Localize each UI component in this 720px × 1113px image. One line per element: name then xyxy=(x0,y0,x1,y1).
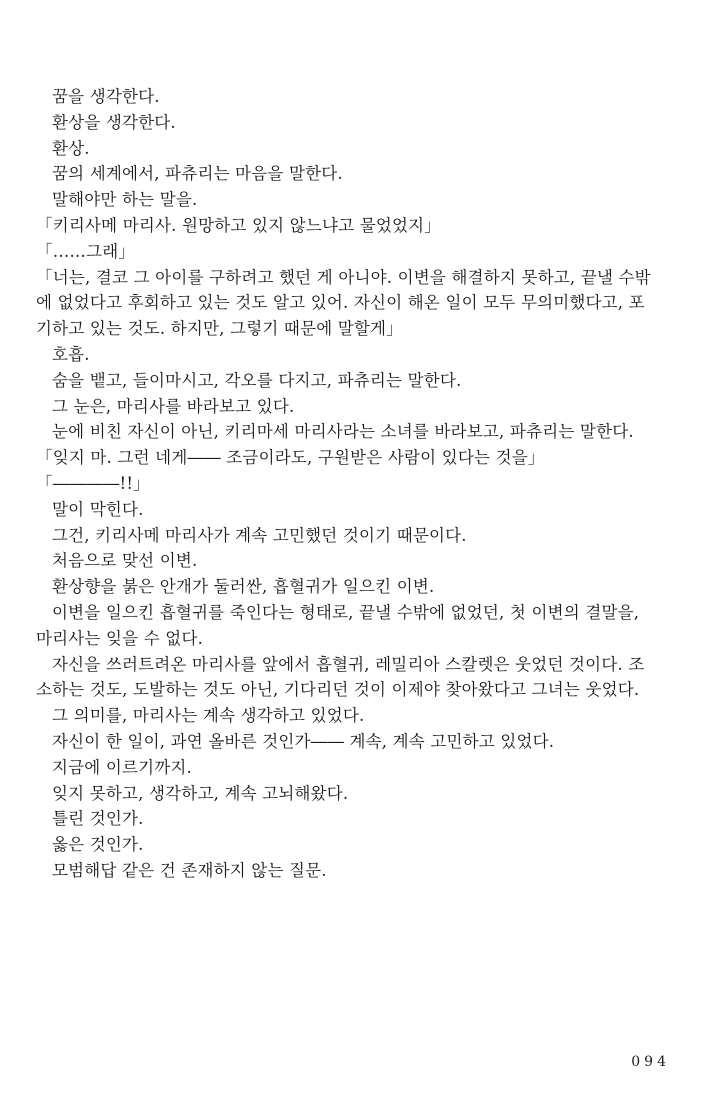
text-line: 말해야만 하는 말을. xyxy=(52,190,198,210)
text-line: 그 눈은, 마리사를 바라보고 있다. xyxy=(52,396,295,416)
text-line: 환상향을 붉은 안개가 둘러싼, 흡혈귀가 일으킨 이변. xyxy=(52,577,435,597)
text-line: 「키리사메 마리사. 원망하고 있지 않느냐고 물었었지」 xyxy=(36,215,441,235)
page-number: 094 xyxy=(631,1054,670,1070)
text-line: 자신을 쓰러트려온 마리사를 앞에서 흡혈귀, 레밀리아 스칼렛은 웃었던 것이다. 조 xyxy=(52,654,645,674)
text-line: 「……그래」 xyxy=(36,241,136,261)
text-line: 이변을 일으킨 흡혈귀를 죽인다는 형태로, 끝낼 수밖에 없었던, 첫 이변의 결말을, xyxy=(52,602,640,622)
text-line: 기하고 있는 것도. 하지만, 그렇기 때문에 말할게」 xyxy=(36,319,403,339)
text-line: 자신이 한 일이, 과연 올바른 것인가―― 계속, 계속 고민하고 있었다. xyxy=(52,731,555,751)
text-line: 환상. xyxy=(52,138,90,158)
text-line: 꿈의 세계에서, 파츄리는 마음을 말한다. xyxy=(52,164,343,184)
text-line: 마리사는 잊을 수 없다. xyxy=(36,628,204,648)
text-line: 호흡. xyxy=(52,344,90,364)
text-line: 숨을 뱉고, 들이마시고, 각오를 다지고, 파츄리는 말한다. xyxy=(52,370,462,390)
text-line: 눈에 비친 자신이 아닌, 키리마세 마리사라는 소녀를 바라보고, 파츄리는 말한다. xyxy=(52,422,634,442)
text-line: 환상을 생각한다. xyxy=(52,112,176,132)
page-body xyxy=(36,84,686,884)
text-line: 꿈을 생각한다. xyxy=(52,87,160,106)
text-line: 처음으로 맞선 이변. xyxy=(52,551,198,571)
text-line: 틀린 것인가. xyxy=(52,809,144,829)
text-line: 에 없었다고 후회하고 있는 것도 알고 있어. 자신이 해온 일이 모두 무의미했다고, 포 xyxy=(36,293,645,313)
text-line: 모범해답 같은 건 존재하지 않는 질문. xyxy=(52,860,327,880)
text-line: 「잊지 마. 그런 네게―― 조금이라도, 구원받은 사람이 있다는 것을」 xyxy=(36,448,545,468)
text-line: 지금에 이르기까지. xyxy=(52,757,193,777)
text-line: 그 의미를, 마리사는 계속 생각하고 있었다. xyxy=(52,706,365,726)
text-line: 옳은 것인가. xyxy=(52,835,144,855)
text-line: 「――――!!」 xyxy=(36,473,150,493)
text-line: 「너는, 결코 그 아이를 구하려고 했던 게 아니야. 이변을 해결하지 못하고, 끝낼 수밖 xyxy=(36,267,651,287)
text-line: 그건, 키리사메 마리사가 계속 고민했던 것이기 때문이다. xyxy=(52,525,467,545)
text-line: 잊지 못하고, 생각하고, 계속 고뇌해왔다. xyxy=(52,783,349,803)
text-line: 말이 막힌다. xyxy=(52,499,144,519)
text-line: 소하는 것도, 도발하는 것도 아닌, 기다리던 것이 이제야 찾아왔다고 그녀는 웃었다. xyxy=(36,680,640,700)
